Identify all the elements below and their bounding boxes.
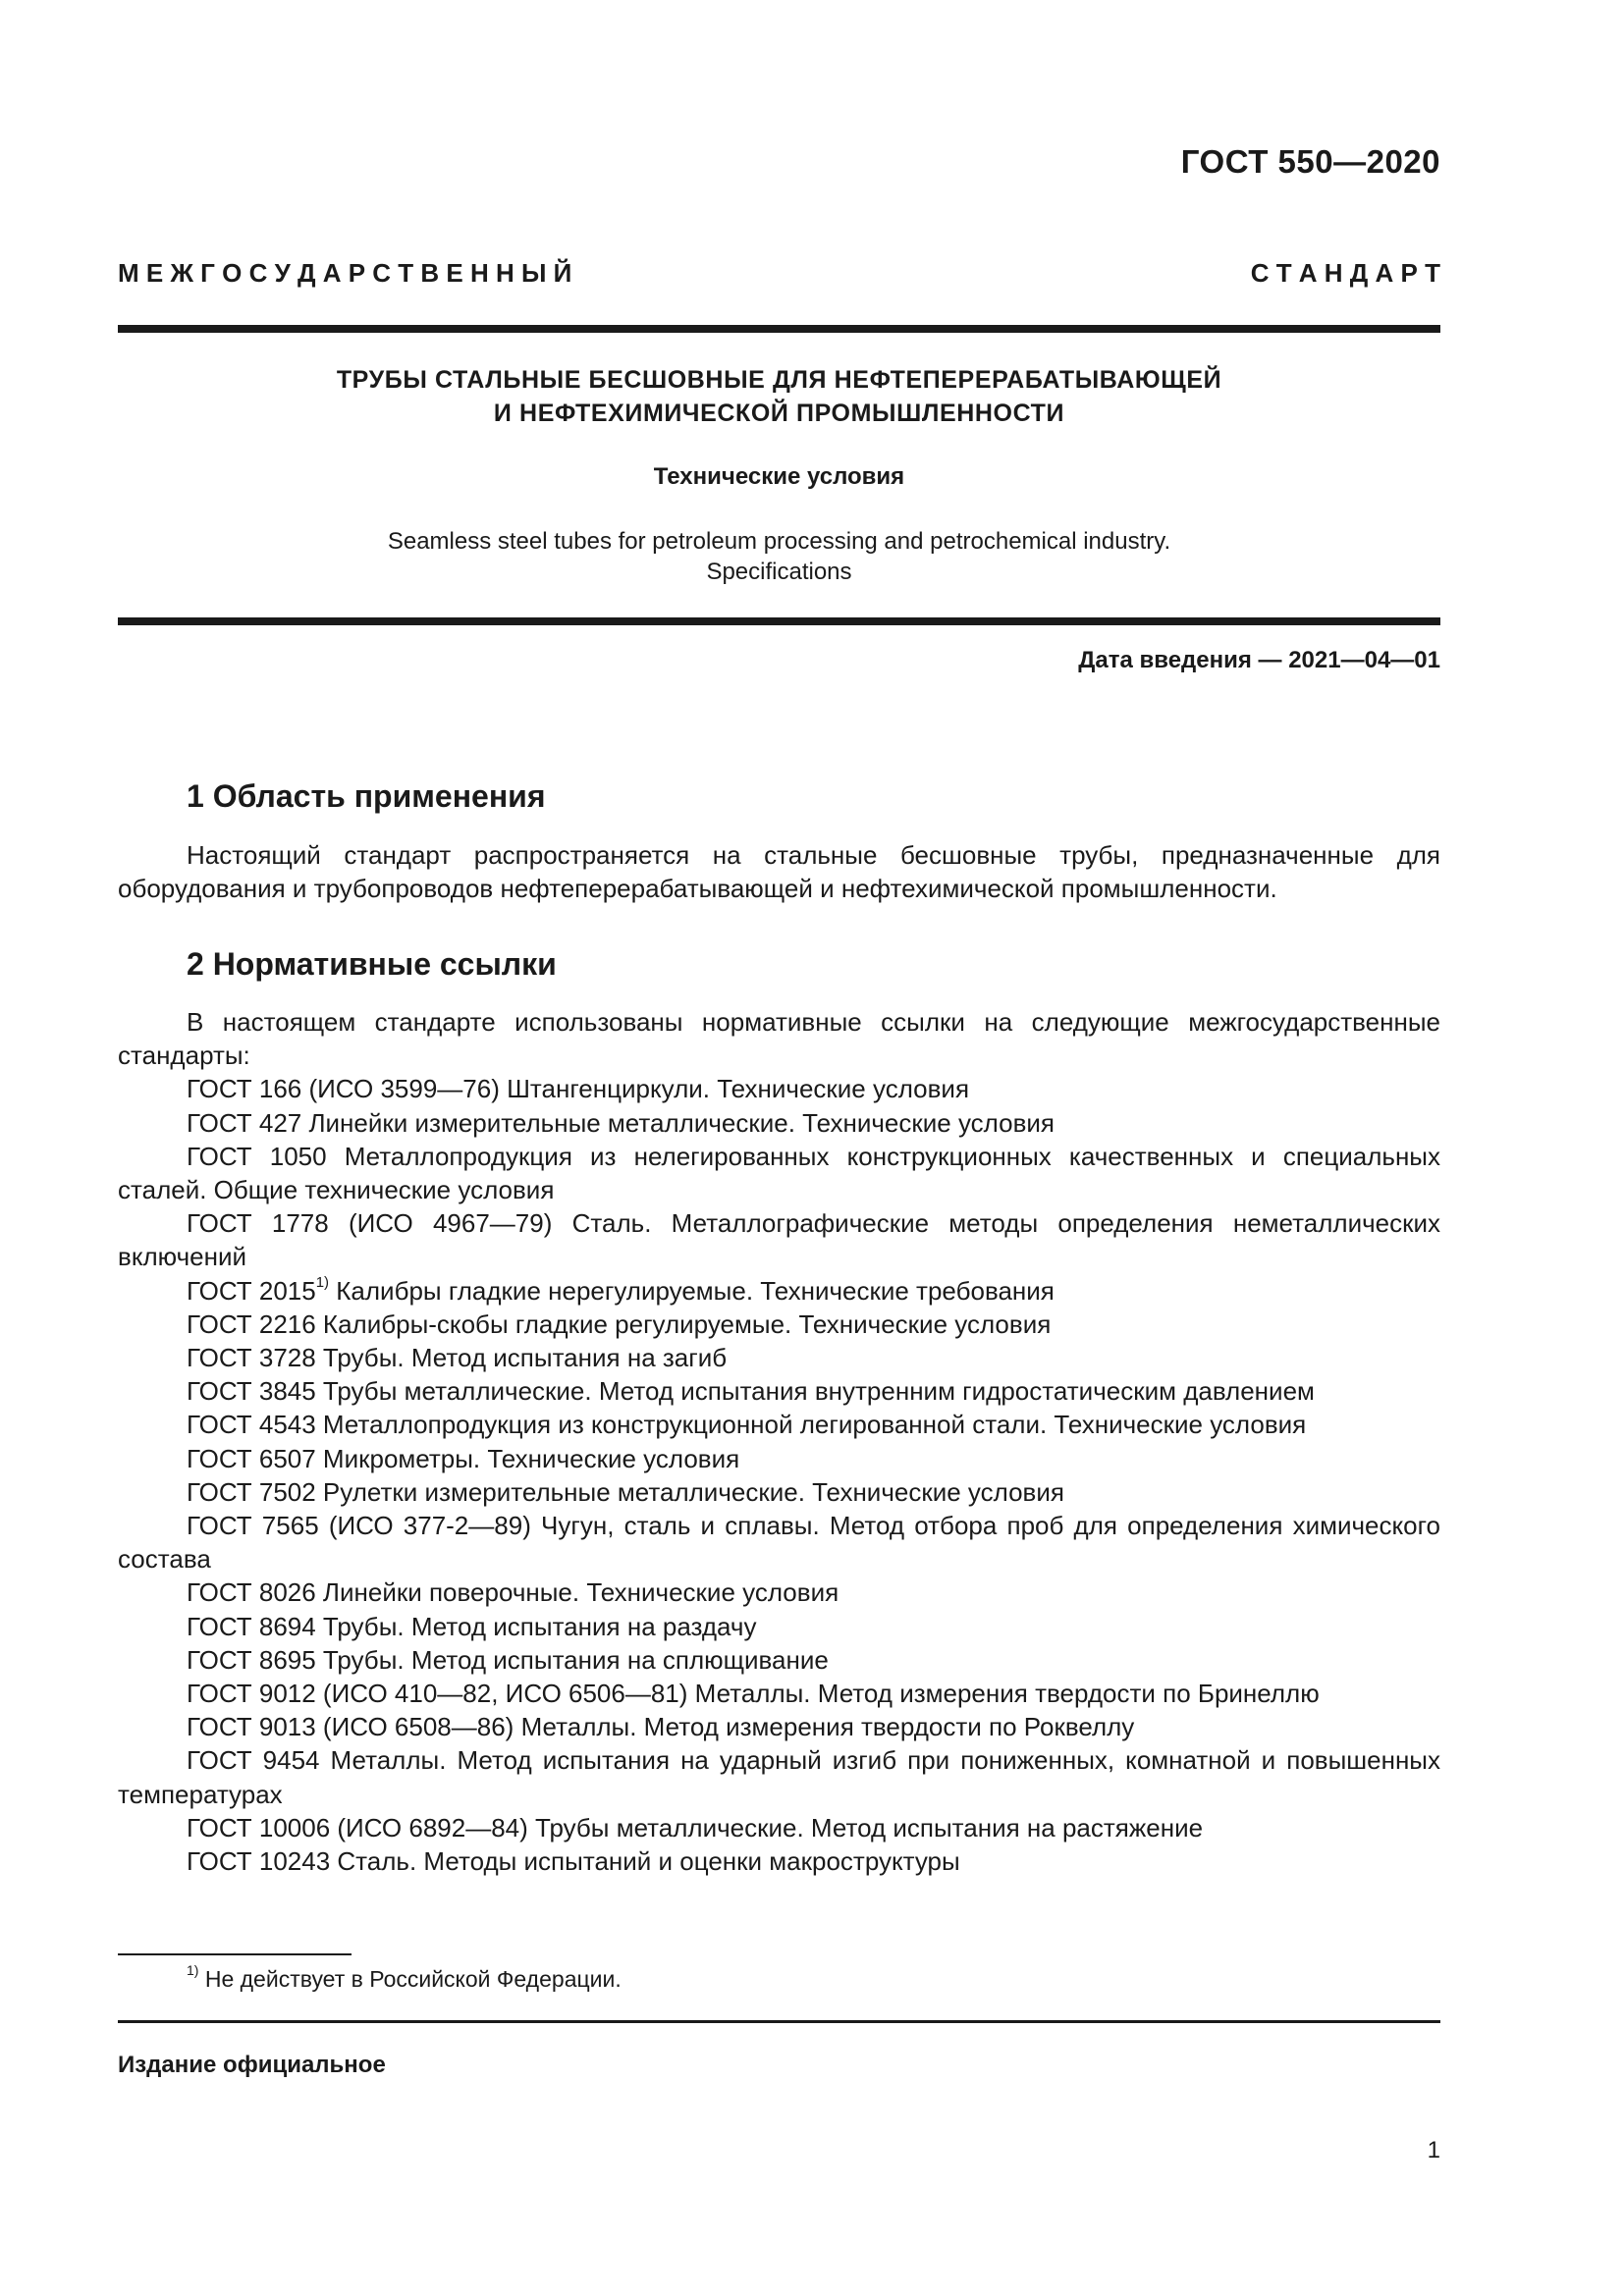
section-1-paragraph: Настоящий стандарт распространяется на стальные бесшовные трубы, предназначенные для оборудования и трубопроводов нефтеперерабатывающей и нефтехимической промышленности. [118, 840, 1440, 904]
title-line-2: И НЕФТЕХИМИЧЕСКОЙ ПРОМЫШЛЕННОСТИ [493, 400, 1065, 427]
reference-item: ГОСТ 10006 (ИСО 6892—84) Трубы металлические. Метод испытания на растяжение [187, 1812, 1204, 1842]
standard-type-banner [118, 258, 1440, 289]
official-edition-label: Издание официальное [118, 2052, 386, 2078]
section-2-heading: 2 Нормативные ссылки [187, 946, 557, 982]
section-1-heading: 1 Область применения [187, 778, 546, 814]
standard-designation: ГОСТ 550—2020 [1180, 143, 1440, 180]
standard-type-word-interstate: М Е Ж Г О С У Д А Р С Т В Е Н Н Ы Й [118, 258, 572, 288]
reference-item: ГОСТ 1778 (ИСО 4967—79) Сталь. Металлографические методы определения неметаллических включений [118, 1208, 1440, 1272]
title-rule [118, 617, 1440, 625]
reference-item: ГОСТ 3845 Трубы металлические. Метод испытания внутренним гидростатическим давлением [187, 1376, 1315, 1407]
reference-item: ГОСТ 8026 Линейки поверочные. Технические условия [187, 1577, 839, 1608]
document-title [118, 363, 1440, 430]
english-title-line-1: Seamless steel tubes for petroleum processing and petrochemical industry. [387, 528, 1171, 555]
footnote-reference-mark: 1) [315, 1273, 330, 1291]
reference-item: ГОСТ 9454 Металлы. Метод испытания на ударный изгиб при пониженных, комнатной и повышенных температурах [118, 1745, 1440, 1809]
english-title [118, 526, 1440, 587]
footnote-separator [118, 1953, 352, 1955]
footer-rule [118, 2020, 1440, 2023]
reference-code: ГОСТ 2015 [187, 1275, 316, 1306]
reference-item: ГОСТ 427 Линейки измерительные металлические. Технические условия [187, 1107, 1055, 1138]
reference-item: ГОСТ 7502 Рулетки измерительные металлические. Технические условия [187, 1476, 1064, 1507]
section-1-body [118, 838, 1440, 905]
reference-item: ГОСТ 1050 Металлопродукция из нелегированных конструкционных качественных и специальных сталей. Общие технические условия [118, 1141, 1440, 1205]
page-number: 1 [1427, 2137, 1440, 2163]
section-2-body [118, 1005, 1440, 1878]
reference-item: ГОСТ 3728 Трубы. Метод испытания на загиб [187, 1343, 728, 1373]
reference-item: ГОСТ 8694 Трубы. Метод испытания на раздачу [187, 1611, 757, 1641]
reference-item: ГОСТ 2216 Калибры-скобы гладкие регулируемые. Технические условия [187, 1308, 1052, 1339]
header-rule [118, 325, 1440, 333]
reference-item: ГОСТ 9013 (ИСО 6508—86) Металлы. Метод измерения твердости по Роквеллу [187, 1712, 1135, 1742]
introduction-date: Дата введения — 2021—04—01 [1078, 647, 1440, 673]
document-subtitle: Технические условия [653, 463, 905, 490]
english-title-line-2: Specifications [706, 559, 852, 585]
reference-item: ГОСТ 6507 Микрометры. Технические условия [187, 1443, 740, 1473]
footnote-text: Не действует в Российской Федерации. [204, 1966, 622, 1992]
standard-type-word-standard: С Т А Н Д А Р Т [1250, 258, 1440, 288]
reference-item: ГОСТ 7565 (ИСО 377-2—89) Чугун, сталь и сплавы. Метод отбора проб для определения химического состава [118, 1511, 1440, 1575]
reference-text: Калибры гладкие нерегулируемые. Технические требования [329, 1275, 1055, 1306]
reference-item: ГОСТ 166 (ИСО 3599—76) Штангенциркули. Технические условия [187, 1074, 970, 1104]
footnote [187, 1962, 622, 1993]
reference-item: ГОСТ 4543 Металлопродукция из конструкционной легированной стали. Технические условия [187, 1410, 1307, 1440]
reference-item-gost-2015 [118, 1274, 1440, 1308]
reference-item: ГОСТ 9012 (ИСО 410—82, ИСО 6506—81) Металлы. Метод измерения твердости по Бринеллю [187, 1679, 1320, 1709]
section-2-intro: В настоящем стандарте использованы нормативные ссылки на следующие межгосударственные стандарты: [118, 1007, 1440, 1071]
footnote-mark: 1) [187, 1962, 199, 1979]
title-line-1: ТРУБЫ СТАЛЬНЫЕ БЕСШОВНЫЕ ДЛЯ НЕФТЕПЕРЕРАБАТЫВАЮЩЕЙ [336, 366, 1222, 394]
reference-item: ГОСТ 10243 Сталь. Методы испытаний и оценки макроструктуры [187, 1846, 960, 1877]
reference-item: ГОСТ 8695 Трубы. Метод испытания на сплющивание [187, 1644, 829, 1675]
